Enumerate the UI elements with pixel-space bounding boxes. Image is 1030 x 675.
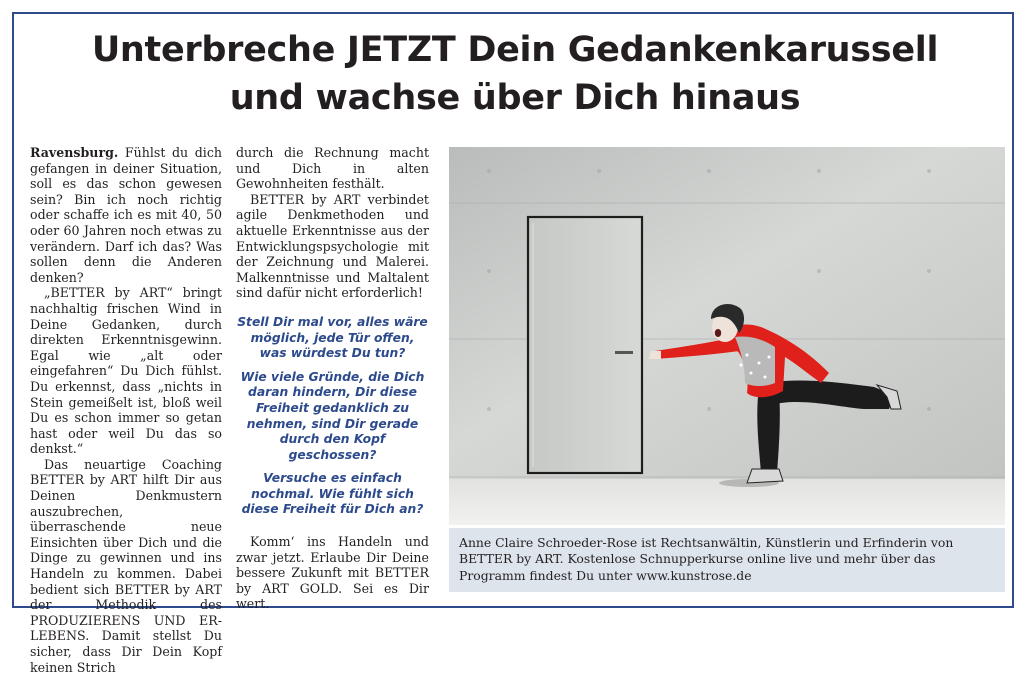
paragraph-2: „BETTER by ART“ bringt nachhaltig frischen Wind in Deine Gedanken, durch direkten Erkenntnisgewinn. Egal wie „alt oder eingefahren“ Du Dich fühlst. Du erkennst, dass „nichts in Stein gemeißelt ist, bloß weil Du es schon immer so getan hast oder weil Du das so denkst.“: [30, 285, 222, 457]
question-1: Stell Dir mal vor, alles wäre möglich, jede Tür offen, was würdest Du tun?: [237, 314, 428, 361]
article-column-1: [30, 145, 222, 675]
floor: [449, 479, 1005, 525]
article-column-2: [236, 145, 429, 612]
paragraph-3: Das neuartige Coaching BETTER by ART hilft Dir aus Deinen Denkmustern auszubrechen, überraschende neue Einsichten über Dich und die Dinge zu gewinnen und ins Handeln zu kommen. Dabei bedient sich BETTER by ART der Methodik des PRODUZIERENS UND ERLEBENS. Damit stellst Du sicher, dass Dir Dein Kopf keinen Strich: [30, 456, 222, 675]
paragraph-1-text: Fühlst du dich gefangen in deiner Situation, soll es das schon gewesen sein? Bin ich noch richtig oder schaffe ich es mit 40, 50 oder 60 Jahren noch etwas zu verändern. Darf ich das? Was sollen denn die Anderen denken?: [30, 145, 222, 285]
headline-line-2: und wachse über Dich hinaus: [229, 78, 801, 118]
question-2: Wie viele Gründe, die Dich daran hindern, Dir diese Freiheit gedanklich zu nehmen, sind Dir gerade durch den Kopf geschossen?: [240, 369, 425, 462]
headline-line-1: Unterbreche JETZT Dein Gedankenkarussell: [91, 30, 939, 70]
article-photo: [449, 147, 1005, 525]
question-block: [236, 315, 429, 518]
dateline: Ravensburg.: [30, 145, 119, 160]
paragraph-4: durch die Rechnung macht und Dich in alten Gewohnheiten festhält.: [236, 145, 429, 192]
paragraph-6: Komm‘ ins Handeln und zwar jetzt. Erlaube Dir Deine bessere Zukunft mit BETTER by ART GOLD. Sei es Dir wert.: [236, 534, 429, 612]
paragraph-5: BETTER by ART verbindet agile Denkmethoden und aktuelle Erkenntnisse aus der Entwicklungspsychologie mit der Zeichnung und Malerei. Malkenntnisse und Maltalent sind dafür nicht erforderlich!: [236, 191, 429, 301]
headline: [0, 26, 1030, 122]
paragraph-1: [30, 145, 222, 285]
photo-caption: Anne Claire Schroeder-Rose ist Rechtsanwältin, Künstlerin und Erfinderin von BETTER by ART. Kostenlose Schnupperkurse online live und mehr über das Programm findest Du unter www.kunstrose.de: [449, 528, 1005, 592]
door-handle: [615, 351, 633, 354]
door: [528, 217, 642, 473]
question-3: Versuche es einfach nochmal. Wie fühlt sich diese Freiheit für Dich an?: [241, 471, 424, 517]
photo-illustration: [449, 147, 1005, 525]
